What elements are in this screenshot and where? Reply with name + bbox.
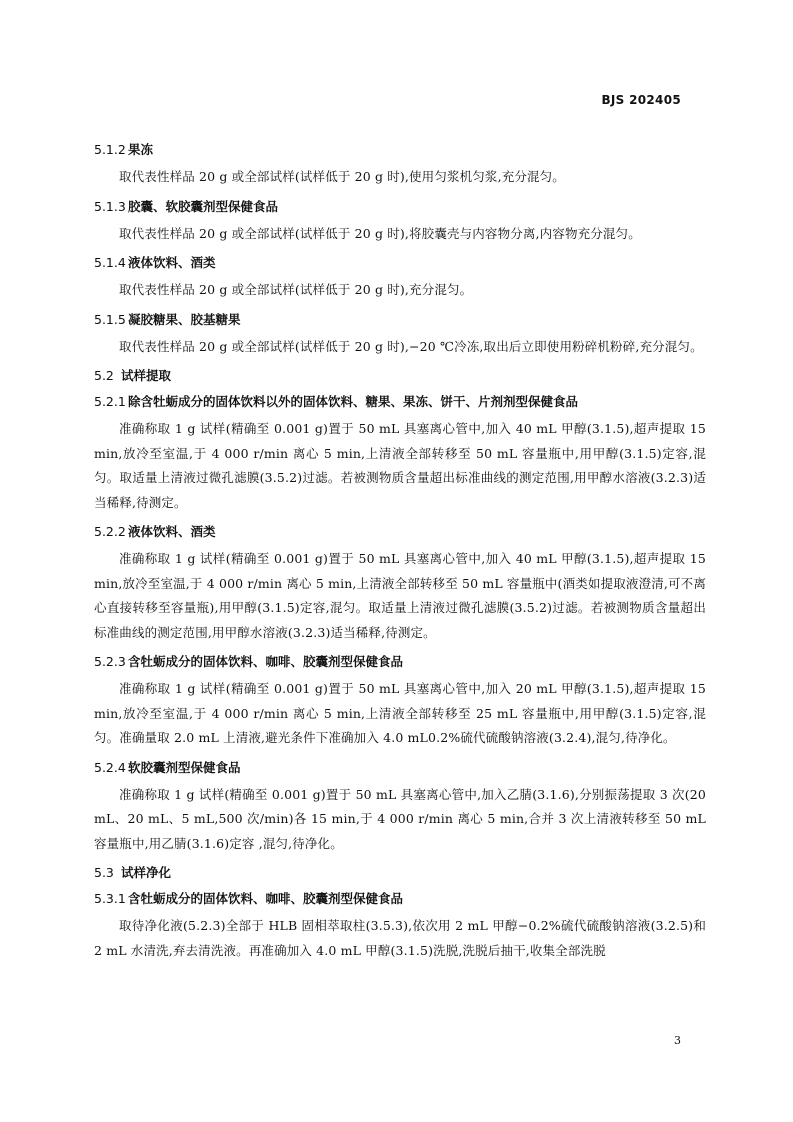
section-number: 5.2.4 — [94, 759, 126, 775]
section-heading — [94, 523, 706, 541]
section-heading — [94, 393, 706, 411]
section-number: 5.1.4 — [94, 255, 126, 270]
section-heading — [94, 311, 706, 329]
section-heading — [94, 864, 706, 882]
section-title: 果冻 — [128, 142, 154, 157]
section-title: 液体饮料、酒类 — [128, 524, 216, 539]
section-number: 5.2.3 — [94, 654, 126, 669]
section-number: 5.2.2 — [94, 524, 126, 539]
section-title: 除含牡蛎成分的固体饮料以外的固体饮料、糖果、果冻、饼干、片剂剂型保健食品 — [128, 394, 579, 409]
section-title: 含牡蛎成分的固体饮料、咖啡、胶囊剂型保健食品 — [128, 654, 404, 669]
section-title: 凝胶糖果、胶基糖果 — [128, 311, 241, 327]
section-number: 5.3 — [94, 865, 114, 880]
document-body — [94, 141, 706, 971]
section-5-3-1 — [94, 890, 706, 971]
section-title: 软胶囊剂型保健食品 — [128, 759, 241, 775]
section-title: 试样提取 — [121, 368, 172, 383]
section-number: 5.1.5 — [94, 311, 126, 327]
section-5-1-3 — [94, 198, 706, 255]
section-5-2-3 — [94, 653, 706, 759]
section-heading — [94, 198, 706, 216]
section-number: 5.2.1 — [94, 394, 126, 409]
section-5-2-4 — [94, 759, 706, 865]
section-title: 含牡蛎成分的固体饮料、咖啡、胶囊剂型保健食品 — [128, 891, 404, 906]
section-5-2-2 — [94, 523, 706, 653]
paragraph: 准确称取 1 g 试样(精确至 0.001 g)置于 50 mL 具塞离心管中,加入 40 mL 甲醇(3.1.5),超声提取 15 min,放冷至室温,于 4 000 r/min 离心 5 min,上清液全部转移至 50 mL 容量瓶中(酒类如提取液澄清,可不离心直接转移至容量瓶),用甲醇(3.1.5)定容,混匀。取适量上清液过微孔滤膜(3.5.2)过滤。若被测物质含量超出标准曲线的测定范围,用甲醇水溶液(3.2.3)适当稀释,待测定。 — [94, 551, 706, 640]
section-5-1-4 — [94, 254, 706, 311]
section-heading — [94, 141, 706, 159]
section-title: 胶囊、软胶囊剂型保健食品 — [128, 198, 279, 214]
paragraph: 准确称取 1 g 试样(精确至 0.001 g)置于 50 mL 具塞离心管中,加入乙腈(3.1.6),分别振荡提取 3 次(20 mL、20 mL、5 mL,500 次/min)各 15 min,于 4 000 r/min 离心 5 min,合并 3 次上清液转移至 50 mL 容量瓶中,用乙腈(3.1.6)定容 ,混匀,待净化。 — [94, 786, 706, 851]
section-heading — [94, 653, 706, 671]
section-5-1-5 — [94, 311, 706, 368]
section-5-1-2 — [94, 141, 706, 198]
section-heading — [94, 759, 706, 777]
paragraph: 取代表性样品 20 g 或全部试样(试样低于 20 g 时),充分混匀。 — [119, 282, 473, 297]
section-heading — [94, 367, 706, 385]
section-5-3 — [94, 864, 706, 890]
paragraph: 取待净化液(5.2.3)全部于 HLB 固相萃取柱(3.5.3),依次用 2 mL 甲醇−0.2%硫代硫酸钠溶液(3.2.5)和 2 mL 水清洗,弃去清洗液。再准确加入 4.0 mL 甲醇(3.1.5)洗脱,洗脱后抽干,收集全部洗脱 — [94, 918, 706, 958]
section-heading — [94, 890, 706, 908]
section-5-2 — [94, 367, 706, 393]
paragraph: 取代表性样品 20 g 或全部试样(试样低于 20 g 时),−20 ℃冷冻,取出后立即使用粉碎机粉碎,充分混匀。 — [119, 338, 703, 354]
page-number: 3 — [674, 1034, 681, 1047]
section-5-2-1 — [94, 393, 706, 523]
paragraph: 准确称取 1 g 试样(精确至 0.001 g)置于 50 mL 具塞离心管中,加入 40 mL 甲醇(3.1.5),超声提取 15 min,放冷至室温,于 4 000 r/min 离心 5 min,上清液全部转移至 50 mL 容量瓶中,用甲醇(3.1.5)定容,混匀。取适量上清液过微孔滤膜(3.5.2)过滤。若被测物质含量超出标准曲线的测定范围,用甲醇水溶液(3.2.3)适当稀释,待测定。 — [94, 421, 706, 510]
section-number: 5.2 — [94, 368, 114, 383]
section-heading — [94, 254, 706, 272]
paragraph: 取代表性样品 20 g 或全部试样(试样低于 20 g 时),使用匀浆机匀浆,充分混匀。 — [119, 169, 565, 184]
paragraph: 取代表性样品 20 g 或全部试样(试样低于 20 g 时),将胶囊壳与内容物分离,内容物充分混匀。 — [119, 225, 641, 241]
section-number: 5.1.2 — [94, 142, 126, 157]
section-number: 5.1.3 — [94, 198, 126, 214]
section-number: 5.3.1 — [94, 891, 126, 906]
section-title: 试样净化 — [121, 865, 172, 880]
section-title: 液体饮料、酒类 — [128, 255, 216, 270]
document-code: BJS 202405 — [601, 93, 681, 107]
paragraph: 准确称取 1 g 试样(精确至 0.001 g)置于 50 mL 具塞离心管中,加入 20 mL 甲醇(3.1.5),超声提取 15 min,放冷至室温,于 4 000 r/min 离心 5 min,上清液全部转移至 25 mL 容量瓶中,用甲醇(3.1.5)定容,混匀。准确量取 2.0 mL 上清液,避光条件下准确加入 4.0 mL0.2%硫代硫酸钠溶液(3.2.4),混匀,待净化。 — [94, 681, 706, 745]
